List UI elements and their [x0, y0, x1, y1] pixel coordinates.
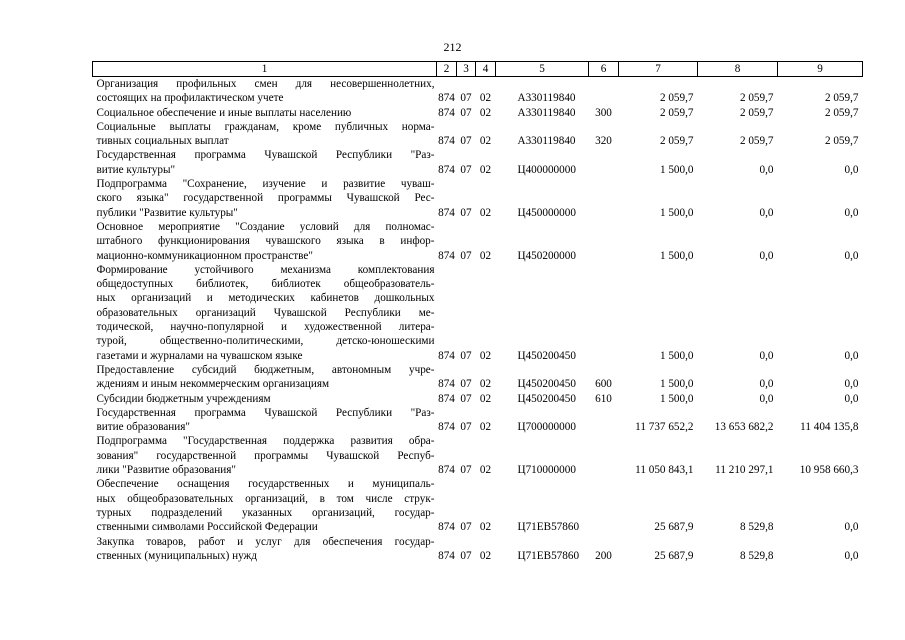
row-name-line: Формирование устойчивого механизма комплектования: [96, 263, 435, 276]
amount-col-8: 0,0: [759, 378, 774, 391]
header-cell: 2: [437, 62, 457, 77]
row-name-line: Подпрограмма "Сохранение, изучение и развитие чуваш-: [96, 178, 435, 191]
section-code: 07: [460, 421, 472, 434]
row-name: [93, 77, 437, 106]
header-cell: 3: [457, 62, 476, 77]
expense-type-code: [589, 434, 619, 477]
amount-col-8: 0,0: [759, 349, 774, 362]
section-code: 07: [460, 135, 472, 148]
row-name: [93, 406, 437, 435]
target-article-code: Ц450200450: [517, 392, 576, 405]
row-name-line: лики "Развитие образования": [96, 464, 236, 477]
row-name-line: Социальные выплаты гражданам, кроме публичных норма-: [96, 120, 435, 133]
section-code: 07: [460, 378, 472, 391]
table-row: [93, 177, 863, 220]
table-row: [93, 477, 863, 534]
row-name-line: Субсидии бюджетным учреждениям: [96, 392, 271, 405]
row-name-line: ского языка" государственной программы Чувашской Рес-: [96, 192, 435, 205]
amount-col-8: 0,0: [759, 249, 774, 262]
amount-col-9: 0,0: [844, 206, 859, 219]
amount-col-7: 1 500,0: [659, 163, 694, 176]
row-name-line: мационно-коммуникационном пространстве": [96, 249, 313, 262]
amount-col-9: 0,0: [844, 521, 859, 534]
page-number: 212: [443, 40, 462, 54]
amount-col-9: 2 059,7: [824, 106, 859, 119]
row-name-line: штабного функционирования чувашского языка в инфор-: [96, 235, 435, 248]
ministry-code: 874: [438, 249, 455, 262]
row-name-line: ных общеобразовательных организаций, в том числе струк-: [96, 492, 435, 505]
ministry-code: 874: [438, 521, 455, 534]
ministry-code: 874: [438, 378, 455, 391]
row-name-line: Обеспечение оснащения государственных и муниципаль-: [96, 478, 435, 491]
amount-col-9: 2 059,7: [824, 92, 859, 105]
target-article-code: Ц400000000: [517, 163, 576, 176]
table-row: [93, 406, 863, 435]
expense-type-code: 320: [595, 135, 612, 148]
table-row: [93, 434, 863, 477]
expense-type-code: 300: [595, 106, 612, 119]
subsection-code: 02: [479, 464, 492, 477]
row-name-line: общедоступных библиотек, библиотек общеобразователь-: [96, 278, 435, 291]
expense-type-code: [589, 177, 619, 220]
header-cell: 6: [589, 62, 619, 77]
row-name-line: Предоставление субсидий бюджетным, автономным учре-: [96, 363, 435, 376]
row-name: [93, 363, 437, 392]
row-name-line: витие культуры": [96, 163, 176, 176]
table-row: [93, 77, 863, 106]
section-code: 07: [460, 392, 472, 405]
table-row: [93, 363, 863, 392]
amount-col-7: 2 059,7: [659, 135, 694, 148]
row-name: [93, 148, 437, 177]
row-name-line: тивных социальных выплат: [96, 135, 229, 148]
ministry-code: 874: [438, 135, 455, 148]
amount-col-8: 2 059,7: [739, 92, 774, 105]
row-name-line: ных организаций и методических кабинетов дошкольных: [96, 292, 435, 305]
amount-col-7: 11 050 843,1: [635, 464, 694, 477]
target-article-code: Ц700000000: [517, 421, 576, 434]
row-name-line: Организация профильных смен для несовершеннолетних,: [96, 78, 435, 90]
subsection-code: 02: [479, 163, 492, 176]
target-article-code: Ц71ЕВ57860: [517, 549, 580, 562]
row-name: [93, 535, 437, 564]
section-code: 07: [460, 106, 472, 119]
row-name-line: публики "Развитие культуры": [96, 206, 238, 219]
row-name-line: состоящих на профилактическом учете: [96, 92, 284, 105]
amount-col-7: 1 500,0: [659, 249, 694, 262]
subsection-code: 02: [479, 106, 492, 119]
ministry-code: 874: [438, 163, 455, 176]
expense-type-code: [589, 77, 619, 106]
amount-col-8: 11 210 297,1: [715, 464, 774, 477]
amount-col-9: 0,0: [844, 249, 859, 262]
section-code: 07: [460, 92, 472, 105]
target-article-code: Ц450200450: [517, 378, 576, 391]
expense-type-code: 610: [595, 392, 612, 405]
row-name: [93, 106, 437, 120]
row-name-line: Государственная программа Чувашской Республики "Раз-: [96, 406, 435, 419]
target-article-code: Ц450000000: [517, 206, 576, 219]
amount-col-8: 2 059,7: [739, 135, 774, 148]
header-cell: 1: [93, 62, 437, 77]
expense-type-code: [589, 263, 619, 363]
target-article-code: А330119840: [517, 92, 576, 105]
table-header-row: [93, 62, 863, 77]
table-row: [93, 263, 863, 363]
row-name: [93, 220, 437, 263]
header-cell: 9: [778, 62, 863, 77]
target-article-code: А330119840: [517, 135, 576, 148]
amount-col-8: 0,0: [759, 163, 774, 176]
subsection-code: 02: [479, 549, 492, 562]
table-row: [93, 120, 863, 149]
section-code: 07: [460, 521, 472, 534]
expense-type-code: 200: [595, 549, 612, 562]
row-name-line: турных подразделений указанных организаций, государ-: [96, 506, 435, 519]
row-name: [93, 477, 437, 534]
table-row: [93, 392, 863, 406]
header-cell: 7: [619, 62, 698, 77]
expense-type-code: [589, 406, 619, 435]
ministry-code: 874: [438, 464, 455, 477]
header-cell: 4: [476, 62, 496, 77]
amount-col-7: 2 059,7: [659, 106, 694, 119]
subsection-code: 02: [479, 206, 492, 219]
table-row: [93, 220, 863, 263]
amount-col-8: 2 059,7: [739, 106, 774, 119]
target-article-code: Ц450200000: [517, 249, 576, 262]
amount-col-8: 8 529,8: [739, 521, 774, 534]
section-code: 07: [460, 549, 472, 562]
expense-type-code: [589, 148, 619, 177]
row-name-line: ственных (муниципальных) нужд: [96, 549, 257, 562]
row-name-line: Основное мероприятие "Создание условий для полномас-: [96, 220, 435, 233]
target-article-code: Ц450200450: [517, 349, 576, 362]
header-cell: 8: [698, 62, 778, 77]
amount-col-9: 0,0: [844, 392, 859, 405]
amount-col-7: 2 059,7: [659, 92, 694, 105]
row-name-line: Закупка товаров, работ и услуг для обеспечения государ-: [96, 535, 435, 548]
row-name: [93, 392, 437, 406]
subsection-code: 02: [479, 135, 492, 148]
amount-col-7: 1 500,0: [659, 378, 694, 391]
row-name-line: ждениям и иным некоммерческим организациям: [96, 378, 330, 391]
amount-col-9: 0,0: [844, 349, 859, 362]
expense-type-code: [589, 220, 619, 263]
row-name-line: Подпрограмма "Государственная поддержка развития обра-: [96, 435, 435, 448]
row-name-line: тодической, научно-популярной и художественной литера-: [96, 321, 435, 334]
expense-type-code: [589, 477, 619, 534]
table-row: [93, 535, 863, 564]
subsection-code: 02: [479, 378, 492, 391]
table-row: [93, 148, 863, 177]
header-cell: 5: [496, 62, 589, 77]
section-code: 07: [460, 349, 472, 362]
amount-col-7: 1 500,0: [659, 206, 694, 219]
amount-col-8: 0,0: [759, 206, 774, 219]
amount-col-8: 8 529,8: [739, 549, 774, 562]
ministry-code: 874: [438, 549, 455, 562]
row-name: [93, 434, 437, 477]
row-name-line: зования" государственной программы Чувашской Респуб-: [96, 449, 435, 462]
ministry-code: 874: [438, 392, 455, 405]
subsection-code: 02: [479, 349, 492, 362]
amount-col-7: 25 687,9: [654, 549, 694, 562]
amount-col-9: 10 958 660,3: [799, 464, 859, 477]
subsection-code: 02: [479, 392, 492, 405]
row-name-line: газетами и журналами на чувашском языке: [96, 349, 303, 362]
target-article-code: Ц710000000: [517, 464, 576, 477]
amount-col-7: 1 500,0: [659, 349, 694, 362]
subsection-code: 02: [479, 249, 492, 262]
budget-table: [92, 61, 863, 563]
target-article-code: Ц71ЕВ57860: [517, 521, 580, 534]
row-name-line: турой, общественно-политическими, детско-юношескими: [96, 335, 435, 348]
amount-col-9: 11 404 135,8: [800, 421, 859, 434]
amount-col-9: 0,0: [844, 163, 859, 176]
subsection-code: 02: [479, 92, 492, 105]
amount-col-9: 2 059,7: [824, 135, 859, 148]
row-name: [93, 177, 437, 220]
subsection-code: 02: [479, 421, 492, 434]
row-name-line: образовательных организаций Чувашской Республики ме-: [96, 306, 435, 319]
section-code: 07: [460, 163, 472, 176]
row-name: [93, 120, 437, 149]
ministry-code: 874: [438, 349, 455, 362]
row-name-line: Социальное обеспечение и иные выплаты населению: [96, 106, 352, 119]
amount-col-9: 0,0: [844, 378, 859, 391]
ministry-code: 874: [438, 92, 455, 105]
ministry-code: 874: [438, 106, 455, 119]
ministry-code: 874: [438, 421, 455, 434]
amount-col-8: 13 653 682,2: [714, 421, 774, 434]
subsection-code: 02: [479, 521, 492, 534]
section-code: 07: [460, 249, 472, 262]
amount-col-7: 25 687,9: [654, 521, 694, 534]
section-code: 07: [460, 206, 472, 219]
amount-col-8: 0,0: [759, 392, 774, 405]
row-name: [93, 263, 437, 363]
expense-type-code: 600: [595, 378, 612, 391]
row-name-line: Государственная программа Чувашской Республики "Раз-: [96, 149, 435, 162]
target-article-code: А330119840: [517, 106, 576, 119]
section-code: 07: [460, 464, 472, 477]
ministry-code: 874: [438, 206, 455, 219]
table-row: [93, 106, 863, 120]
amount-col-9: 0,0: [844, 549, 859, 562]
amount-col-7: 1 500,0: [659, 392, 694, 405]
row-name-line: витие образования": [96, 421, 190, 434]
amount-col-7: 11 737 652,2: [635, 421, 694, 434]
row-name-line: ственными символами Российской Федерации: [96, 521, 318, 534]
